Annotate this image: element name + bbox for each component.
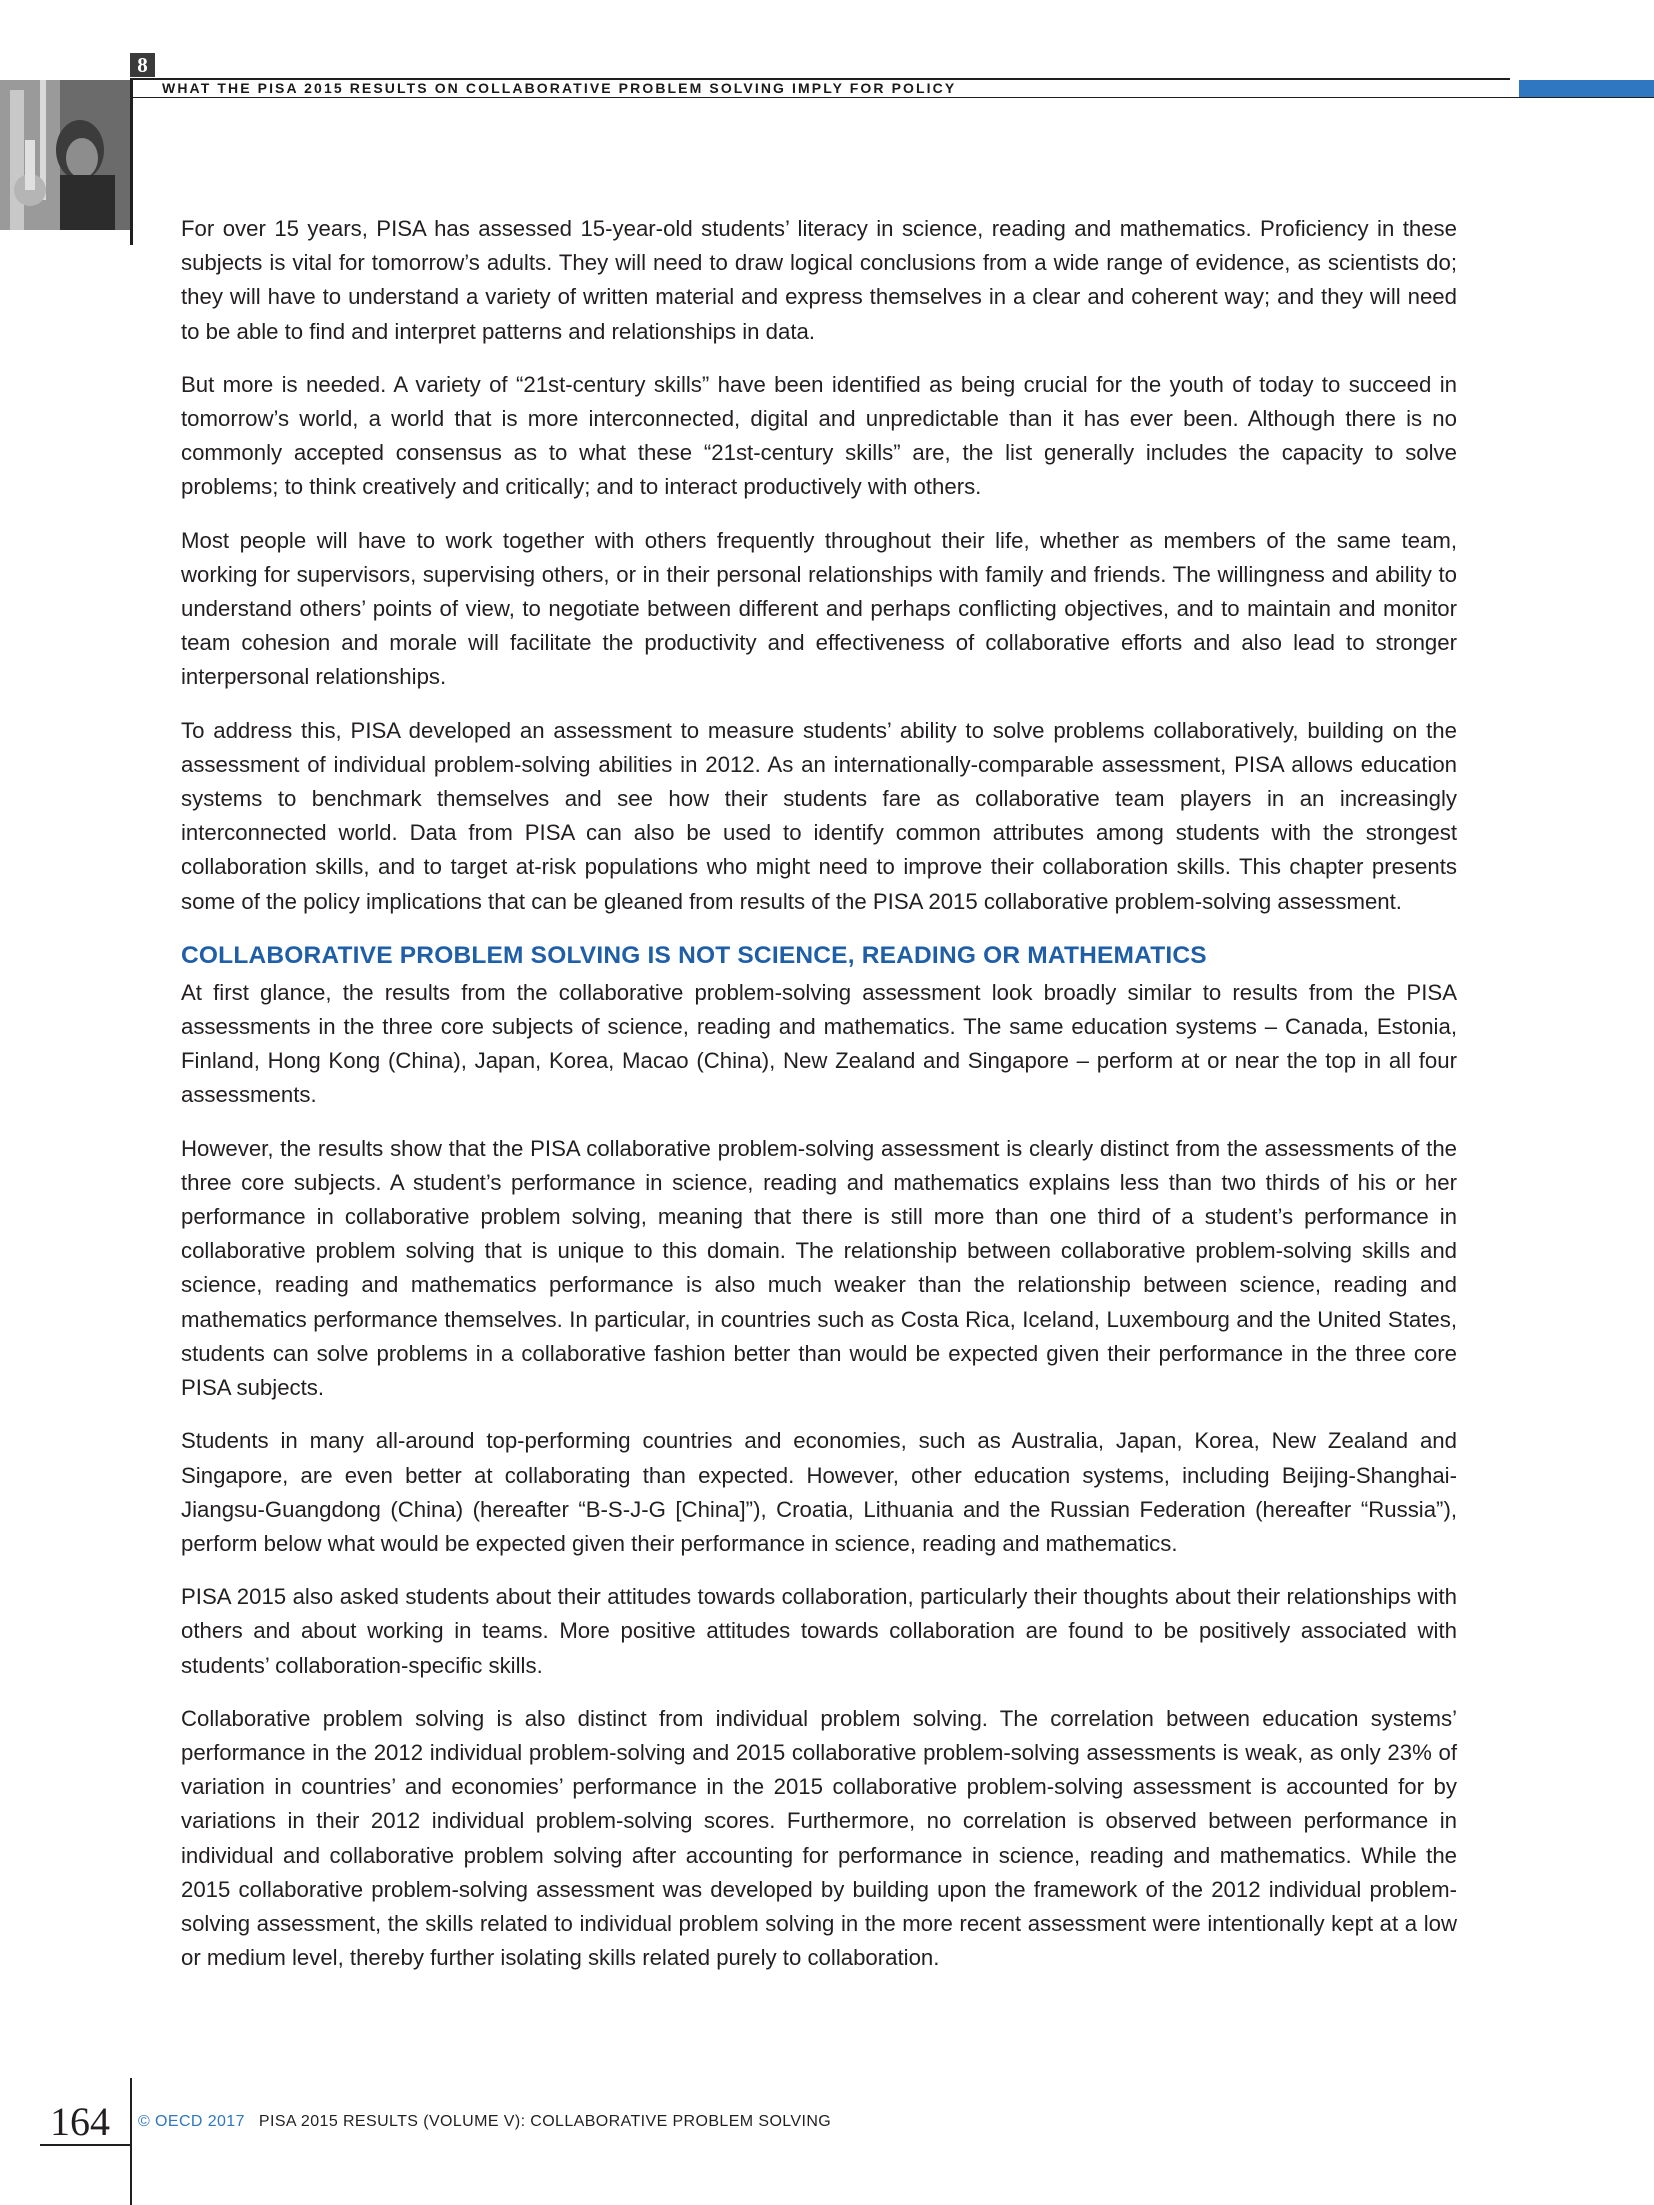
section-paragraph-3: Students in many all-around top-performing countries and economies, such as Australia, Japan, Korea, New Zealand and Singapore, are even better at collaborating than expected. However, other education systems, including Beijing-Shanghai-Jiangsu-Guangdong (China) (hereafter “B-S-J-G [China]”), Croatia, Lithuania and the Russian Federation (hereafter “Russia”), perform below what would be expected given their performance in science, reading and mathematics.: [181, 1428, 1457, 1556]
footer: [138, 2112, 831, 2132]
section-paragraph-4: PISA 2015 also asked students about their attitudes towards collaboration, particularly their thoughts about their relationships with others and about working in teams. More positive attitudes towards collaboration are found to be positively associated with students’ collaboration-specific skills.: [181, 1584, 1457, 1678]
section-heading: COLLABORATIVE PROBLEM SOLVING IS NOT SCIENCE, READING OR MATHEMATICS: [181, 941, 1207, 969]
body-paragraph-4: To address this, PISA developed an assessment to measure students’ ability to solve problems collaboratively, building on the assessment of individual problem-solving abilities in 2012. As an internationally-comparable assessment, PISA allows education systems to benchmark themselves and see how their students fare as collaborative team players in an increasingly interconnected world. Data from PISA can also be used to identify common attributes among students with the strongest collaboration skills, and to target at-risk populations who might need to improve their collaboration skills. This chapter presents some of the policy implications that can be gleaned from results of the PISA 2015 collaborative problem-solving assessment.: [181, 717, 1457, 914]
footer-publication-title: PISA 2015 RESULTS (VOLUME V): COLLABORATIVE PROBLEM SOLVING: [258, 2113, 832, 2130]
section-paragraph-2: However, the results show that the PISA collaborative problem-solving assessment is clearly distinct from the assessments of the three core subjects. A student’s performance in science, reading and mathematics explains less than two thirds of his or her performance in collaborative problem solving, meaning that there is still more than one third of a student’s performance in collaborative problem solving that is unique to this domain. The relationship between collaborative problem-solving skills and science, reading and mathematics performance is also much weaker than the relationship between science, reading and mathematics performance themselves. In particular, in countries such as Costa Rica, Iceland, Luxembourg and the United States, students can solve problems in a collaborative fashion better than would be expected given their performance in the three core PISA subjects.: [181, 1135, 1457, 1401]
main-content: [181, 212, 1457, 1994]
header-accent-bar: [1519, 80, 1654, 97]
body-paragraph-3: Most people will have to work together with others frequently throughout their life, whether as members of the same team, working for supervisors, supervising others, or in their personal relationships with family and friends. The willingness and ability to understand others’ points of view, to negotiate between different and perhaps conflicting objectives, and to maintain and monitor team cohesion and morale will facilitate the productivity and effectiveness of collaborative efforts and also lead to stronger interpersonal relationships.: [181, 527, 1457, 690]
footer-copyright: © OECD 2017: [138, 2113, 245, 2130]
section-paragraph-5: Collaborative problem solving is also distinct from individual problem solving. The correlation between education systems’ performance in the 2012 individual problem-solving and 2015 collaborative problem-solving assessments is weak, as only 23% of variation in countries’ and economies’ performance in the 2015 collaborative problem-solving assessment is accounted for by variations in their 2012 individual problem-solving scores. Furthermore, no correlation is observed between performance in individual and collaborative problem solving after accounting for performance in science, reading and mathematics. While the 2015 collaborative problem-solving assessment was developed by building upon the framework of the 2012 individual problem-solving assessment, the skills related to individual problem solving in the more recent assessment were intentionally kept at a low or medium level, thereby further isolating skills related purely to collaboration.: [181, 1705, 1457, 1971]
body-paragraph-2: But more is needed. A variety of “21st-century skills” have been identified as being crucial for the youth of today to succeed in tomorrow’s world, a world that is more interconnected, digital and unpredictable than it has ever been. Although there is no commonly accepted consensus as to what these “21st-century skills” are, the list generally includes the capacity to solve problems; to think creatively and critically; and to interact productively with others.: [181, 371, 1457, 500]
chapter-number-badge: 8: [130, 53, 155, 77]
body-paragraph-1: For over 15 years, PISA has assessed 15-year-old students’ literacy in science, reading and mathematics. Proficiency in these subjects is vital for tomorrow’s adults. They will need to draw logical conclusions from a wide range of evidence, as scientists do; they will have to understand a variety of written material and express themselves in a clear and coherent way; and they will need to be able to find and interpret patterns and relationships in data.: [181, 216, 1457, 344]
section-paragraph-1: At first glance, the results from the collaborative problem-solving assessment look broadly similar to results from the PISA assessments in the three core subjects of science, reading and mathematics. The same education systems – Canada, Estonia, Finland, Hong Kong (China), Japan, Korea, Macao (China), New Zealand and Singapore – perform at or near the top in all four assessments.: [181, 979, 1457, 1108]
page-number: 164: [50, 2099, 110, 2144]
running-header-title: WHAT THE PISA 2015 RESULTS ON COLLABORATIVE PROBLEM SOLVING IMPLY FOR POLICY: [162, 80, 957, 96]
chapter-photo: [0, 80, 130, 230]
footer-rule: [40, 2144, 132, 2146]
header-rule-bottom: [130, 97, 1654, 98]
footer-vertical-rule: [130, 2078, 132, 2205]
header-vertical-rule: [130, 80, 133, 245]
